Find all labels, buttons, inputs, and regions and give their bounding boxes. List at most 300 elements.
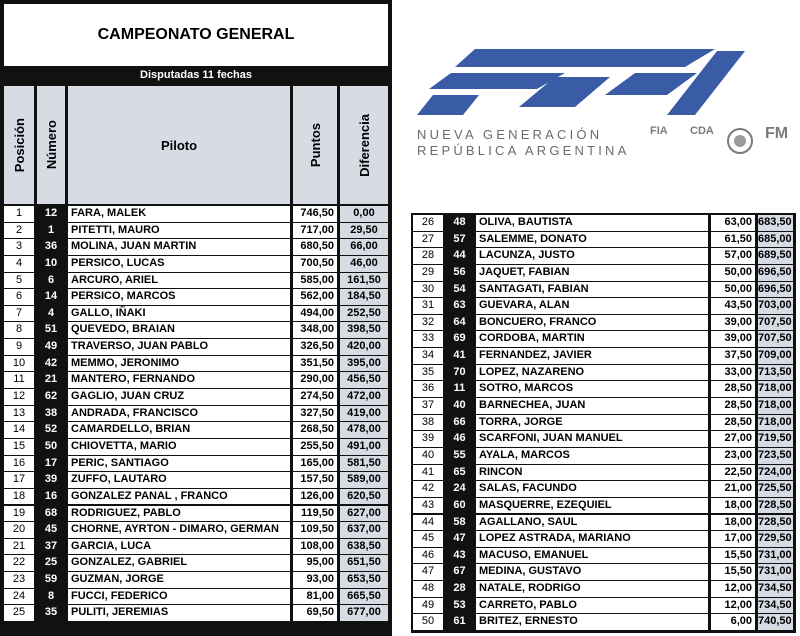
- position-cell: 13: [4, 406, 34, 422]
- position-cell: 28: [413, 248, 443, 264]
- number-cell: 66: [453, 415, 466, 428]
- difference-cell: 724,00: [758, 465, 793, 481]
- difference-cell: 653,50: [340, 572, 388, 588]
- table-row: [413, 515, 793, 532]
- difference-cell: 0,00: [340, 206, 388, 222]
- position-cell: 20: [4, 522, 34, 538]
- position-cell: 8: [4, 322, 34, 338]
- points-cell: 43,50: [711, 298, 755, 314]
- table-row: [413, 232, 793, 249]
- driver-cell: CARRETO, PABLO: [476, 598, 708, 614]
- position-cell: 19: [4, 506, 34, 522]
- points-cell: 33,00: [711, 365, 755, 381]
- number-cell: 57: [453, 232, 466, 245]
- position-cell: 22: [4, 555, 34, 571]
- points-cell: 22,50: [711, 465, 755, 481]
- driver-cell: CHIOVETTA, MARIO: [68, 439, 290, 455]
- table-row: [4, 306, 388, 323]
- driver-cell: GARCIA, LUCA: [68, 539, 290, 555]
- points-cell: 108,00: [293, 539, 337, 555]
- driver-cell: QUEVEDO, BRAIAN: [68, 322, 290, 338]
- position-cell: 7: [4, 306, 34, 322]
- position-cell: 41: [413, 465, 443, 481]
- position-cell: 42: [413, 481, 443, 497]
- column-header-diferencia: [340, 86, 388, 204]
- fm-badge: FM: [765, 125, 789, 142]
- points-cell: 37,50: [711, 348, 755, 364]
- table-title: CAMPEONATO GENERAL: [4, 4, 388, 66]
- driver-cell: MASQUERRE, EZEQUIEL: [476, 498, 708, 514]
- difference-cell: 161,50: [340, 273, 388, 289]
- points-cell: 18,00: [711, 515, 755, 531]
- number-cell: 53: [453, 598, 466, 611]
- standings-table-left: [0, 0, 392, 636]
- number-cell: 41: [453, 349, 466, 362]
- difference-cell: 472,00: [340, 389, 388, 405]
- table-row: [413, 381, 793, 398]
- number-cell: 37: [44, 539, 58, 552]
- number-cell: 12: [44, 207, 58, 219]
- column-header-label: Diferencia: [356, 113, 372, 177]
- table-row: [413, 265, 793, 282]
- position-cell: 10: [4, 356, 34, 372]
- driver-cell: PERIC, SANTIAGO: [68, 456, 290, 472]
- position-cell: 2: [4, 223, 34, 239]
- driver-cell: GUEVARA, ALAN: [476, 298, 708, 314]
- column-header-label: Número: [43, 120, 59, 170]
- points-cell: 57,00: [711, 248, 755, 264]
- number-cell: 25: [44, 556, 58, 569]
- difference-cell: 689,50: [758, 248, 793, 264]
- difference-cell: 398,50: [340, 322, 388, 338]
- cda-badge: CDA: [690, 125, 714, 137]
- driver-cell: SOTRO, MARCOS: [476, 381, 708, 397]
- logo-text-line1: NUEVA GENERACIÓN: [417, 127, 603, 142]
- table-row: [4, 605, 388, 622]
- table-row: [413, 448, 793, 465]
- table-row: [413, 548, 793, 565]
- points-cell: 255,50: [293, 439, 337, 455]
- table-row: [4, 589, 388, 606]
- table-row: [413, 415, 793, 432]
- driver-cell: ANDRADA, FRANCISCO: [68, 406, 290, 422]
- position-cell: 26: [413, 215, 443, 231]
- number-cell: 21: [44, 373, 58, 386]
- table-row: [4, 555, 388, 572]
- logo-text-line2: REPÚBLICA ARGENTINA: [417, 143, 630, 158]
- table-row: [413, 481, 793, 498]
- difference-cell: 184,50: [340, 289, 388, 305]
- difference-cell: 478,00: [340, 422, 388, 438]
- table-row: [4, 572, 388, 589]
- difference-cell: 725,50: [758, 481, 793, 497]
- number-cell: 10: [44, 256, 58, 269]
- table-row: [4, 372, 388, 389]
- position-cell: 12: [4, 389, 34, 405]
- difference-cell: 685,00: [758, 232, 793, 248]
- points-cell: 12,00: [711, 598, 755, 614]
- points-cell: 126,00: [293, 489, 337, 505]
- driver-cell: FARA, MALEK: [68, 206, 290, 222]
- number-cell: 56: [453, 265, 466, 278]
- driver-cell: CHORNE, AYRTON - DIMARO, GERMAN: [68, 522, 290, 538]
- position-cell: 48: [413, 581, 443, 597]
- points-cell: 348,00: [293, 322, 337, 338]
- difference-cell: 718,00: [758, 415, 793, 431]
- points-cell: 28,50: [711, 398, 755, 414]
- position-cell: 37: [413, 398, 443, 414]
- driver-cell: LOPEZ ASTRADA, MARIANO: [476, 531, 708, 547]
- table-body-left: [4, 206, 388, 622]
- table-row: [413, 465, 793, 482]
- driver-cell: GONZALEZ, GABRIEL: [68, 555, 290, 571]
- f4-logo-icon: [415, 45, 800, 125]
- points-cell: 39,00: [711, 331, 755, 347]
- position-cell: 4: [4, 256, 34, 272]
- points-cell: 15,50: [711, 564, 755, 580]
- driver-cell: TORRA, JORGE: [476, 415, 708, 431]
- position-cell: 33: [413, 331, 443, 347]
- points-cell: 585,00: [293, 273, 337, 289]
- number-cell: 67: [453, 565, 466, 578]
- difference-cell: 589,00: [340, 472, 388, 488]
- number-cell: 48: [453, 216, 466, 228]
- difference-cell: 718,00: [758, 398, 793, 414]
- difference-cell: 627,00: [340, 506, 388, 522]
- position-cell: 17: [4, 472, 34, 488]
- table-row: [4, 489, 388, 506]
- difference-cell: 66,00: [340, 239, 388, 255]
- difference-cell: 731,00: [758, 548, 793, 564]
- points-cell: 274,50: [293, 389, 337, 405]
- position-cell: 5: [4, 273, 34, 289]
- difference-cell: 703,00: [758, 298, 793, 314]
- points-cell: 69,50: [293, 605, 337, 621]
- number-cell: 42: [44, 356, 58, 369]
- position-cell: 23: [4, 572, 34, 588]
- number-cell: 8: [47, 589, 55, 602]
- standings-table-right: [411, 213, 796, 633]
- driver-cell: LOPEZ, NAZARENO: [476, 365, 708, 381]
- points-cell: 28,50: [711, 381, 755, 397]
- number-cell: 35: [44, 606, 58, 619]
- position-cell: 31: [413, 298, 443, 314]
- driver-cell: BARNECHEA, JUAN: [476, 398, 708, 414]
- position-cell: 1: [4, 206, 34, 222]
- points-cell: 23,00: [711, 448, 755, 464]
- difference-cell: 713,50: [758, 365, 793, 381]
- table-row: [413, 398, 793, 415]
- table-row: [413, 282, 793, 299]
- points-cell: 494,00: [293, 306, 337, 322]
- points-cell: 290,00: [293, 372, 337, 388]
- table-body-right: [413, 215, 793, 631]
- table-row: [413, 215, 793, 232]
- driver-cell: SALAS, FACUNDO: [476, 481, 708, 497]
- number-cell: 58: [453, 515, 466, 528]
- column-header-label: Posición: [11, 117, 27, 173]
- number-cell: 14: [44, 290, 58, 303]
- table-row: [4, 256, 388, 273]
- position-cell: 36: [413, 381, 443, 397]
- number-cell: 50: [44, 439, 58, 452]
- difference-cell: 707,50: [758, 315, 793, 331]
- difference-cell: 696,50: [758, 265, 793, 281]
- difference-cell: 395,00: [340, 356, 388, 372]
- column-header-label: Piloto: [160, 137, 198, 153]
- points-cell: 717,00: [293, 223, 337, 239]
- position-cell: 40: [413, 448, 443, 464]
- column-header-piloto: [68, 86, 290, 204]
- points-cell: 109,50: [293, 522, 337, 538]
- driver-cell: CORDOBA, MARTIN: [476, 331, 708, 347]
- number-cell: 17: [44, 456, 58, 469]
- position-cell: 18: [4, 489, 34, 505]
- position-cell: 47: [413, 564, 443, 580]
- driver-cell: JAQUET, FABIAN: [476, 265, 708, 281]
- driver-cell: BONCUERO, FRANCO: [476, 315, 708, 331]
- table-row: [413, 315, 793, 332]
- position-cell: 44: [413, 515, 443, 531]
- position-cell: 6: [4, 289, 34, 305]
- difference-cell: 46,00: [340, 256, 388, 272]
- difference-cell: 665,50: [340, 589, 388, 605]
- driver-cell: SANTAGATI, FABIAN: [476, 282, 708, 298]
- difference-cell: 456,50: [340, 372, 388, 388]
- table-row: [413, 498, 793, 515]
- difference-cell: 651,50: [340, 555, 388, 571]
- column-header-puntos: [293, 86, 337, 204]
- difference-cell: 740,50: [758, 614, 793, 630]
- position-cell: 46: [413, 548, 443, 564]
- number-cell: 62: [44, 390, 58, 403]
- position-cell: 49: [413, 598, 443, 614]
- difference-cell: 696,50: [758, 282, 793, 298]
- points-cell: 119,50: [293, 506, 337, 522]
- table-row: [4, 406, 388, 423]
- difference-cell: 638,50: [340, 539, 388, 555]
- difference-cell: 728,50: [758, 515, 793, 531]
- table-row: [4, 456, 388, 473]
- driver-cell: MEDINA, GUSTAVO: [476, 564, 708, 580]
- driver-cell: AYALA, MARCOS: [476, 448, 708, 464]
- table-row: [4, 539, 388, 556]
- table-row: [413, 598, 793, 615]
- number-cell: 46: [453, 432, 466, 445]
- difference-cell: 707,50: [758, 331, 793, 347]
- points-cell: 165,00: [293, 456, 337, 472]
- difference-cell: 420,00: [340, 339, 388, 355]
- number-cell: 69: [453, 332, 466, 345]
- points-cell: 50,00: [711, 265, 755, 281]
- difference-cell: 729,50: [758, 531, 793, 547]
- position-cell: 25: [4, 605, 34, 621]
- points-cell: 93,00: [293, 572, 337, 588]
- points-cell: 18,00: [711, 498, 755, 514]
- table-row: [4, 239, 388, 256]
- difference-cell: 581,50: [340, 456, 388, 472]
- number-cell: 65: [453, 465, 466, 478]
- position-cell: 30: [413, 282, 443, 298]
- driver-cell: SALEMME, DONATO: [476, 232, 708, 248]
- position-cell: 32: [413, 315, 443, 331]
- points-cell: 700,50: [293, 256, 337, 272]
- points-cell: 12,00: [711, 581, 755, 597]
- table-row: [4, 439, 388, 456]
- number-cell: 63: [453, 299, 466, 312]
- driver-cell: GUZMAN, JORGE: [68, 572, 290, 588]
- points-cell: 326,50: [293, 339, 337, 355]
- difference-cell: 29,50: [340, 223, 388, 239]
- driver-cell: ARCURO, ARIEL: [68, 273, 290, 289]
- points-cell: 268,50: [293, 422, 337, 438]
- position-cell: 35: [413, 365, 443, 381]
- number-cell: 51: [44, 323, 58, 336]
- position-cell: 27: [413, 232, 443, 248]
- points-cell: 28,50: [711, 415, 755, 431]
- column-header-numero: [37, 86, 65, 204]
- difference-cell: 709,00: [758, 348, 793, 364]
- position-cell: 24: [4, 589, 34, 605]
- driver-cell: PULITI, JEREMIAS: [68, 605, 290, 621]
- number-cell: 6: [47, 273, 55, 286]
- position-cell: 34: [413, 348, 443, 364]
- number-cell: 54: [453, 282, 466, 295]
- driver-cell: AGALLANO, SAUL: [476, 515, 708, 531]
- difference-cell: 252,50: [340, 306, 388, 322]
- points-cell: 81,00: [293, 589, 337, 605]
- table-row: [4, 389, 388, 406]
- points-cell: 17,00: [711, 531, 755, 547]
- points-cell: 63,00: [711, 215, 755, 231]
- points-cell: 39,00: [711, 315, 755, 331]
- table-row: [413, 348, 793, 365]
- table-row: [413, 248, 793, 265]
- table-row: [4, 472, 388, 489]
- driver-cell: BRITEZ, ERNESTO: [476, 614, 708, 630]
- table-row: [4, 322, 388, 339]
- number-cell: 40: [453, 399, 466, 412]
- number-cell: 68: [44, 506, 58, 519]
- fia-badge: FIA: [650, 125, 668, 137]
- difference-cell: 723,50: [758, 448, 793, 464]
- number-cell: 60: [453, 498, 466, 511]
- table-subtitle: Disputadas 11 fechas: [140, 69, 252, 81]
- number-cell: 28: [453, 582, 466, 595]
- driver-cell: RINCON: [476, 465, 708, 481]
- table-row: [413, 331, 793, 348]
- driver-cell: MOLINA, JUAN MARTIN: [68, 239, 290, 255]
- driver-cell: MACUSO, EMANUEL: [476, 548, 708, 564]
- position-cell: 11: [4, 372, 34, 388]
- number-cell: 39: [44, 473, 58, 486]
- points-cell: 61,50: [711, 232, 755, 248]
- column-header-label: Puntos: [307, 122, 323, 168]
- driver-cell: CAMARDELLO, BRIAN: [68, 422, 290, 438]
- table-row: [4, 223, 388, 240]
- driver-cell: RODRIGUEZ, PABLO: [68, 506, 290, 522]
- position-cell: 50: [413, 614, 443, 630]
- number-cell: 52: [44, 423, 58, 436]
- f4-logo: [415, 45, 800, 170]
- driver-cell: NATALE, RODRIGO: [476, 581, 708, 597]
- driver-cell: PITETTI, MAURO: [68, 223, 290, 239]
- points-cell: 680,50: [293, 239, 337, 255]
- number-cell: 1: [47, 223, 55, 236]
- difference-cell: 731,00: [758, 564, 793, 580]
- difference-cell: 491,00: [340, 439, 388, 455]
- points-cell: 327,50: [293, 406, 337, 422]
- points-cell: 21,00: [711, 481, 755, 497]
- number-cell: 36: [44, 240, 58, 253]
- difference-cell: 734,50: [758, 598, 793, 614]
- table-row: [4, 206, 388, 223]
- points-cell: 15,50: [711, 548, 755, 564]
- position-cell: 16: [4, 456, 34, 472]
- driver-cell: GONZALEZ PANAL , FRANCO: [68, 489, 290, 505]
- position-cell: 45: [413, 531, 443, 547]
- points-cell: 746,50: [293, 206, 337, 222]
- points-cell: 562,00: [293, 289, 337, 305]
- position-cell: 14: [4, 422, 34, 438]
- table-row: [413, 431, 793, 448]
- table-row: [413, 298, 793, 315]
- table-row: [4, 289, 388, 306]
- number-cell: 16: [44, 489, 58, 502]
- driver-cell: GALLO, IÑAKI: [68, 306, 290, 322]
- driver-cell: MEMMO, JERONIMO: [68, 356, 290, 372]
- seal-icon: [727, 125, 753, 160]
- table-row: [4, 339, 388, 356]
- difference-cell: 637,00: [340, 522, 388, 538]
- driver-cell: PERSICO, LUCAS: [68, 256, 290, 272]
- driver-cell: GAGLIO, JUAN CRUZ: [68, 389, 290, 405]
- table-row: [4, 522, 388, 539]
- number-cell: 59: [44, 573, 58, 586]
- difference-cell: 683,50: [758, 215, 793, 231]
- points-cell: 157,50: [293, 472, 337, 488]
- table-row: [4, 273, 388, 290]
- column-header-posicion: [4, 86, 34, 204]
- number-cell: 38: [44, 406, 58, 419]
- difference-cell: 728,50: [758, 498, 793, 514]
- position-cell: 43: [413, 498, 443, 514]
- position-cell: 29: [413, 265, 443, 281]
- number-cell: 47: [453, 532, 466, 545]
- table-row: [4, 506, 388, 523]
- points-cell: 95,00: [293, 555, 337, 571]
- number-cell: 49: [44, 340, 58, 353]
- position-cell: 9: [4, 339, 34, 355]
- table-row: [4, 422, 388, 439]
- difference-cell: 719,50: [758, 431, 793, 447]
- driver-cell: OLIVA, BAUTISTA: [476, 215, 708, 231]
- difference-cell: 620,50: [340, 489, 388, 505]
- points-cell: 6,00: [711, 614, 755, 630]
- number-cell: 55: [453, 448, 466, 461]
- driver-cell: ZUFFO, LAUTARO: [68, 472, 290, 488]
- number-cell: 24: [453, 482, 466, 495]
- difference-cell: 734,50: [758, 581, 793, 597]
- table-row: [413, 365, 793, 382]
- points-cell: 50,00: [711, 282, 755, 298]
- points-cell: 27,00: [711, 431, 755, 447]
- position-cell: 38: [413, 415, 443, 431]
- driver-cell: FUCCI, FEDERICO: [68, 589, 290, 605]
- number-cell: 4: [47, 306, 55, 319]
- driver-cell: FERNANDEZ, JAVIER: [476, 348, 708, 364]
- number-cell: 70: [453, 365, 466, 378]
